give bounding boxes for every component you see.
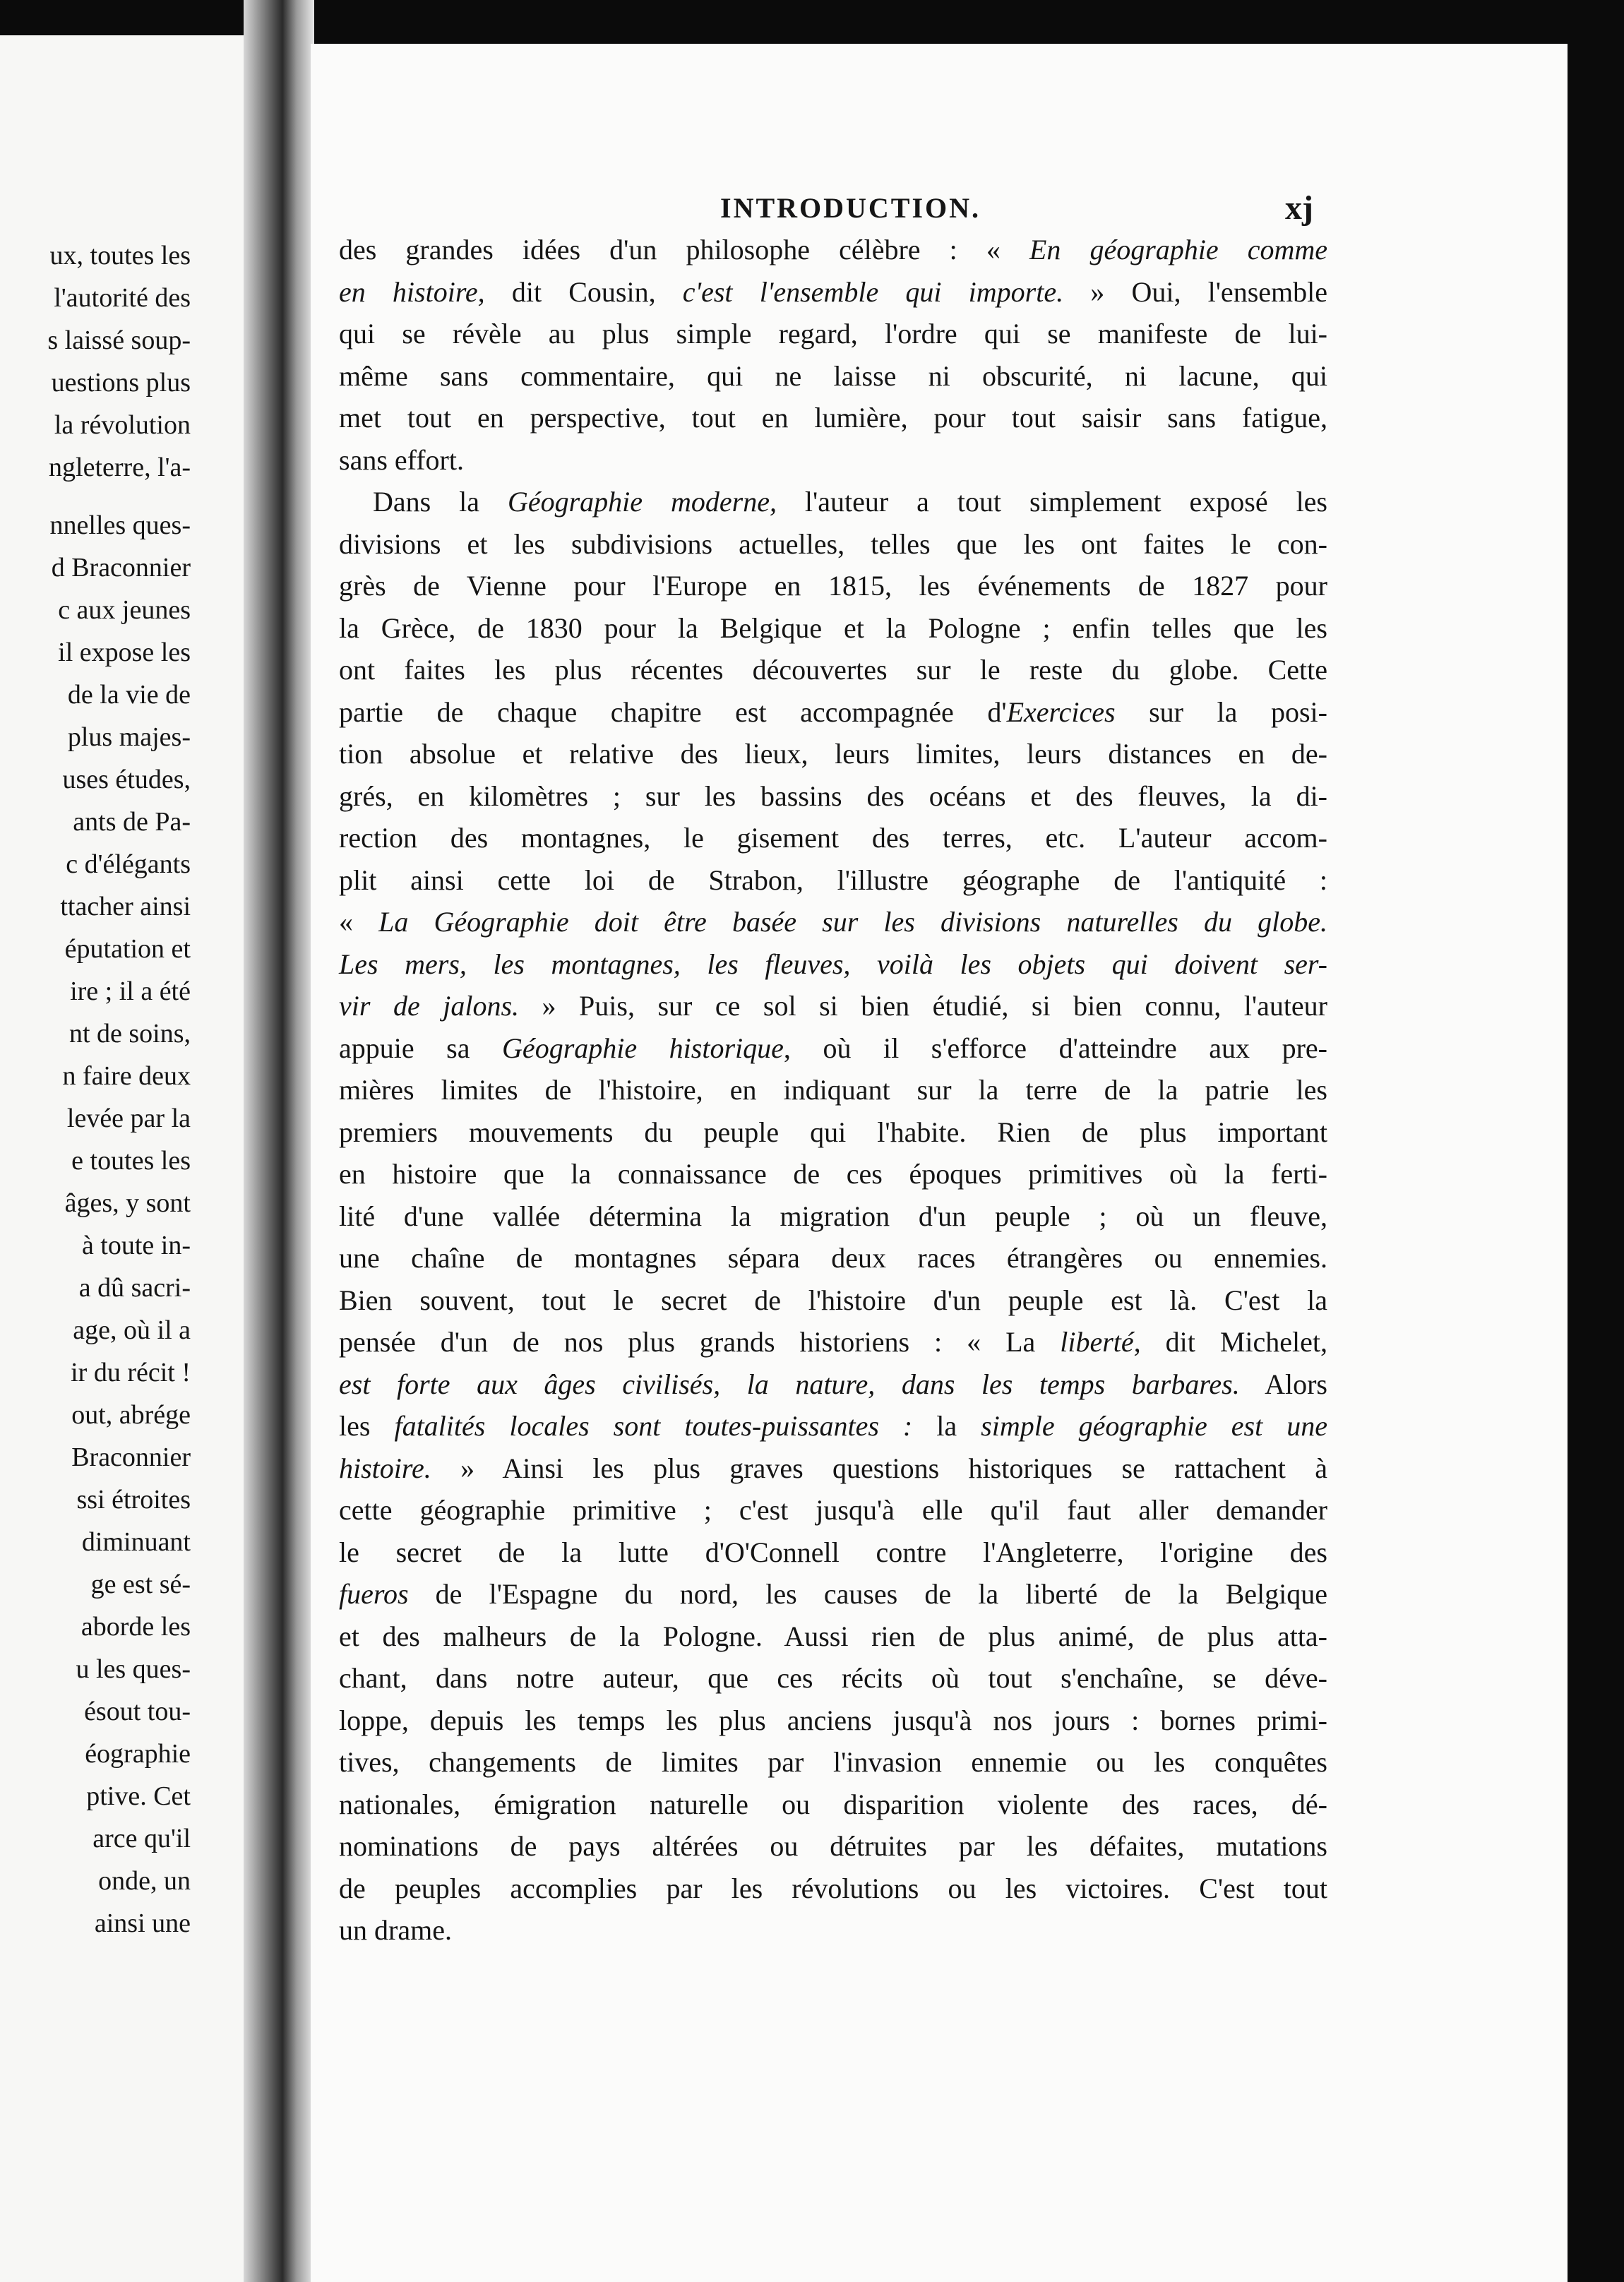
text-line: grès de Vienne pour l'Europe en 1815, les événements de 1827 pour — [339, 570, 1327, 602]
text-line: rection des montagnes, le gisement des terres, etc. L'auteur accom- — [339, 822, 1327, 854]
facing-line: uestions plus — [51, 368, 191, 398]
text-line: premiers mouvements du peuple qui l'habite. Rien de plus important — [339, 1116, 1327, 1148]
facing-line: d Braconnier — [51, 553, 191, 583]
italic-span: fatalités locales sont toutes-puissantes : — [394, 1410, 913, 1442]
facing-line: âges, y sont — [64, 1188, 191, 1218]
text-line: qui se révèle au plus simple regard, l'ordre qui se manifeste de lui- — [339, 318, 1327, 350]
text-line: les fatalités locales sont toutes-puissantes : la simple géographie est une — [339, 1410, 1328, 1442]
facing-line: l'autorité des — [54, 283, 191, 313]
facing-line: uses études, — [62, 765, 191, 794]
text-line: nominations de pays altérées ou détruites par les défaites, mutations — [339, 1830, 1327, 1862]
facing-line: aborde les — [80, 1612, 191, 1642]
text-line: mières limites de l'histoire, en indiquant sur la terre de la patrie les — [339, 1074, 1327, 1106]
text-line: ont faites les plus récentes découvertes sur le reste du globe. Cette — [339, 654, 1327, 686]
text-line: appuie sa Géographie historique, où il s'efforce d'atteindre aux pre- — [339, 1032, 1327, 1064]
facing-line: ainsi une — [94, 1908, 191, 1938]
facing-line: diminuant — [81, 1527, 191, 1557]
facing-line: ge est sé- — [90, 1570, 191, 1599]
text-line: de peuples accomplies par les révolutions ou les victoires. C'est tout — [339, 1872, 1327, 1904]
text-line: et des malheurs de la Pologne. Aussi rien de plus animé, de plus atta- — [339, 1620, 1327, 1652]
facing-line: c aux jeunes — [58, 595, 191, 625]
italic-span: simple géographie est une — [981, 1410, 1328, 1442]
text-line: histoire. » Ainsi les plus graves questions historiques se rattachent à — [339, 1452, 1327, 1484]
text-line: cette géographie primitive ; c'est jusqu'à elle qu'il faut aller demander — [339, 1494, 1327, 1526]
text-line: loppe, depuis les temps les plus anciens jusqu'à nos jours : bornes primi- — [339, 1704, 1327, 1736]
page-right — [311, 44, 1568, 2282]
text-line: met tout en perspective, tout en lumière, pour tout saisir sans fatigue, — [339, 402, 1327, 434]
italic-span: Exercices — [1006, 695, 1116, 728]
text-line: des grandes idées d'un philosophe célèbre : « En géographie comme — [339, 234, 1327, 265]
italic-span: liberté, — [1060, 1326, 1141, 1358]
italic-span: vir de jalons. — [339, 990, 520, 1022]
facing-line: ésout tou- — [84, 1697, 191, 1726]
facing-line: c d'élégants — [66, 849, 191, 879]
text-line: Bien souvent, tout le secret de l'histoire d'un peuple est là. C'est la — [339, 1284, 1327, 1316]
facing-line: ants de Pa- — [73, 807, 191, 837]
facing-line: nnelles ques- — [49, 510, 191, 540]
text-line: nationales, émigration naturelle ou disparition violente des races, dé- — [339, 1788, 1327, 1820]
facing-line: à toute in- — [81, 1231, 191, 1260]
text-line: pensée d'un de nos plus grands historiens : « La liberté, dit Michelet, — [339, 1326, 1327, 1358]
text-line: est forte aux âges civilisés, la nature, dans les temps barbares. Alors — [339, 1368, 1327, 1400]
text-line: la Grèce, de 1830 pour la Belgique et la Pologne ; enfin telles que les — [339, 611, 1327, 644]
facing-page-text — [0, 234, 191, 1945]
text-line: en histoire, dit Cousin, c'est l'ensemble qui importe. » Oui, l'ensemble — [339, 275, 1327, 308]
italic-span: La Géographie doit être basée sur les divisions naturelles du globe. — [378, 906, 1327, 938]
facing-line: ttacher ainsi — [60, 892, 191, 921]
text-line — [339, 943, 1327, 986]
text-line: sans effort. — [339, 443, 464, 476]
text-line: « La Géographie doit être basée sur les divisions naturelles du globe. — [339, 906, 1327, 938]
text-line: fueros de l'Espagne du nord, les causes de la liberté de la Belgique — [339, 1578, 1327, 1610]
facing-line: Braconnier — [71, 1442, 191, 1472]
text-line: vir de jalons. » Puis, sur ce sol si bien étudié, si bien connu, l'auteur — [339, 990, 1328, 1022]
facing-line: levée par la — [66, 1104, 191, 1133]
facing-line: a dû sacri- — [78, 1273, 191, 1303]
italic-span: fueros — [339, 1578, 409, 1610]
text-line: chant, dans notre auteur, que ces récits où tout s'enchaîne, se déve- — [339, 1662, 1327, 1694]
facing-line: de la vie de — [67, 680, 191, 710]
facing-line: ux, toutes les — [49, 241, 191, 270]
facing-line: onde, un — [98, 1866, 191, 1896]
text-line: même sans commentaire, qui ne laisse ni obscurité, ni lacune, qui — [339, 359, 1327, 392]
text-line: partie de chaque chapitre est accompagnée d'Exercices sur la posi- — [339, 695, 1327, 728]
facing-line: ptive. Cet — [86, 1781, 191, 1811]
italic-span: est forte aux âges civilisés, la nature, dans les temps barbares. — [339, 1368, 1240, 1400]
facing-line: éputation et — [64, 934, 191, 964]
text-line: divisions et les subdivisions actuelles, telles que les ont faites le con- — [339, 527, 1327, 560]
italic-span: Géographie historique — [502, 1032, 784, 1064]
text-line: tives, changements de limites par l'invasion ennemie ou les conquêtes — [339, 1746, 1327, 1778]
text-line: grés, en kilomètres ; sur les bassins des océans et des fleuves, la di- — [339, 779, 1327, 812]
facing-line: arce qu'il — [92, 1824, 191, 1853]
text-line: lité d'une vallée détermina la migration d'un peuple ; où un fleuve, — [339, 1200, 1327, 1232]
italic-span: En géographie comme — [1029, 234, 1327, 265]
facing-line: n faire deux — [62, 1061, 191, 1091]
italic-span: c'est l'ensemble qui importe. — [682, 275, 1064, 308]
facing-line: éographie — [85, 1739, 191, 1769]
text-line: une chaîne de montagnes sépara deux races étrangères ou ennemies. — [339, 1242, 1327, 1274]
facing-page-left — [0, 35, 244, 2282]
facing-line: u les ques- — [76, 1654, 191, 1684]
facing-line: nt de soins, — [68, 1019, 191, 1049]
facing-line: ire ; il a été — [70, 976, 191, 1006]
text-line: le secret de la lutte d'O'Connell contre l'Angleterre, l'origine des — [339, 1536, 1327, 1568]
facing-line: ssi étroites — [76, 1485, 191, 1515]
facing-line: la révolution — [54, 410, 191, 440]
text-line: tion absolue et relative des lieux, leurs limites, leurs distances en de- — [339, 738, 1327, 770]
italic-span: Les mers, les montagnes, les fleuves, voilà les objets qui doivent ser- — [339, 948, 1327, 980]
facing-line: ngleterre, l'a- — [49, 453, 191, 482]
facing-line: age, où il a — [73, 1315, 191, 1345]
italic-span: en histoire, — [339, 275, 485, 308]
facing-line: plus majes- — [67, 722, 191, 752]
italic-span: Géographie moderne, — [507, 486, 777, 518]
text-line: un drame. — [339, 1914, 452, 1946]
text-line: plit ainsi cette loi de Strabon, l'illustre géographe de l'antiquité : — [339, 864, 1327, 896]
book-gutter — [244, 0, 314, 2282]
running-title: INTRODUCTION. — [720, 192, 981, 224]
text-line: en histoire que la connaissance de ces époques primitives où la ferti- — [339, 1158, 1327, 1190]
facing-line: ir du récit ! — [71, 1358, 191, 1387]
facing-line: s laissé soup- — [47, 325, 191, 355]
facing-line: il expose les — [58, 638, 191, 667]
page-number: xj — [1285, 189, 1313, 227]
facing-line: e toutes les — [71, 1146, 191, 1176]
page-header — [311, 184, 1356, 233]
facing-line: out, abrége — [71, 1400, 191, 1430]
text-line: Dans la Géographie moderne, l'auteur a tout simplement exposé les — [373, 486, 1327, 518]
italic-span: histoire. — [339, 1452, 431, 1484]
body-text — [339, 229, 1327, 1952]
